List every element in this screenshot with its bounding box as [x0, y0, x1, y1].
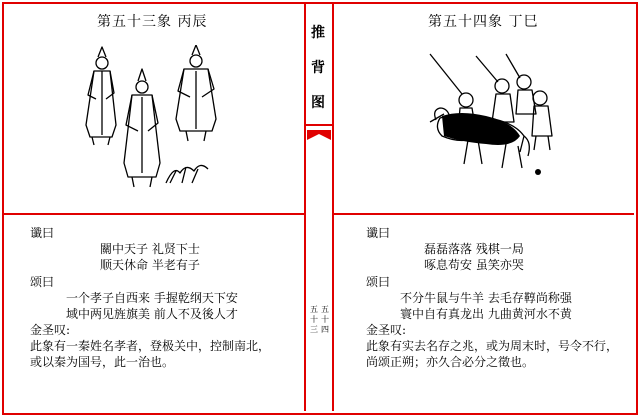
left-chen-label: 谶曰: [30, 226, 55, 240]
spine-page-right-2: 十: [321, 315, 329, 324]
right-song-label: 颂曰: [366, 275, 391, 289]
spine-title-char-2: 背: [311, 60, 325, 76]
spine-page-right-1: 五: [321, 305, 329, 314]
right-chen-line-1: 磊磊落落 残棋一局: [424, 242, 524, 256]
left-comment-label: 金圣叹:: [30, 323, 71, 337]
right-divider: [334, 213, 634, 215]
spine-title-char-3: 图: [311, 95, 325, 111]
spine-page-left-2: 十: [310, 315, 318, 324]
spine-page-left-3: 三: [310, 325, 318, 334]
right-page-title: 第五十四象 丁巳: [428, 14, 539, 30]
spine-fishtail: [305, 124, 335, 146]
right-chen-line-2: 啄息苟安 虽笑亦哭: [424, 258, 524, 272]
left-chen-line-1: 關中天子 礼贤下士: [100, 242, 200, 256]
left-song-line-2: 域中两见旌旗美 前人不及後人才: [66, 307, 238, 321]
spine-page-left-1: 五: [310, 305, 318, 314]
right-chen-label: 谶曰: [366, 226, 391, 240]
spine-page-right-3: 四: [321, 325, 329, 334]
right-song-line-2: 寰中自有真龙出 九曲黄河水不黄: [400, 307, 572, 321]
left-page-title: 第五十三象 丙辰: [97, 14, 208, 30]
spine-title-char-1: 推: [311, 25, 325, 41]
three-figures-illustration: [82, 45, 232, 191]
right-song-line-1: 不分牛鼠与牛羊 去毛存鞟尚称强: [400, 291, 572, 305]
ox-and-children-illustration: [428, 52, 574, 182]
left-chen-line-2: 顺天休命 半老有子: [100, 258, 200, 272]
right-comment-line-1: 此象有实去名存之兆，或为周末时，号令不行，: [366, 339, 619, 353]
left-comment-line-2: 或以秦为国号，此一治也。: [30, 355, 175, 369]
left-song-line-1: 一个孝子自西来 手握乾纲天下安: [66, 291, 238, 305]
right-comment-line-2: 尚颂正朔；亦久合必分之徵也。: [366, 355, 535, 369]
left-divider: [4, 213, 304, 215]
right-comment-label: 金圣叹:: [366, 323, 407, 337]
left-song-label: 颂曰: [30, 275, 55, 289]
left-comment-line-1: 此象有一秦姓名孝者，登极关中，控制南北，: [30, 339, 271, 353]
